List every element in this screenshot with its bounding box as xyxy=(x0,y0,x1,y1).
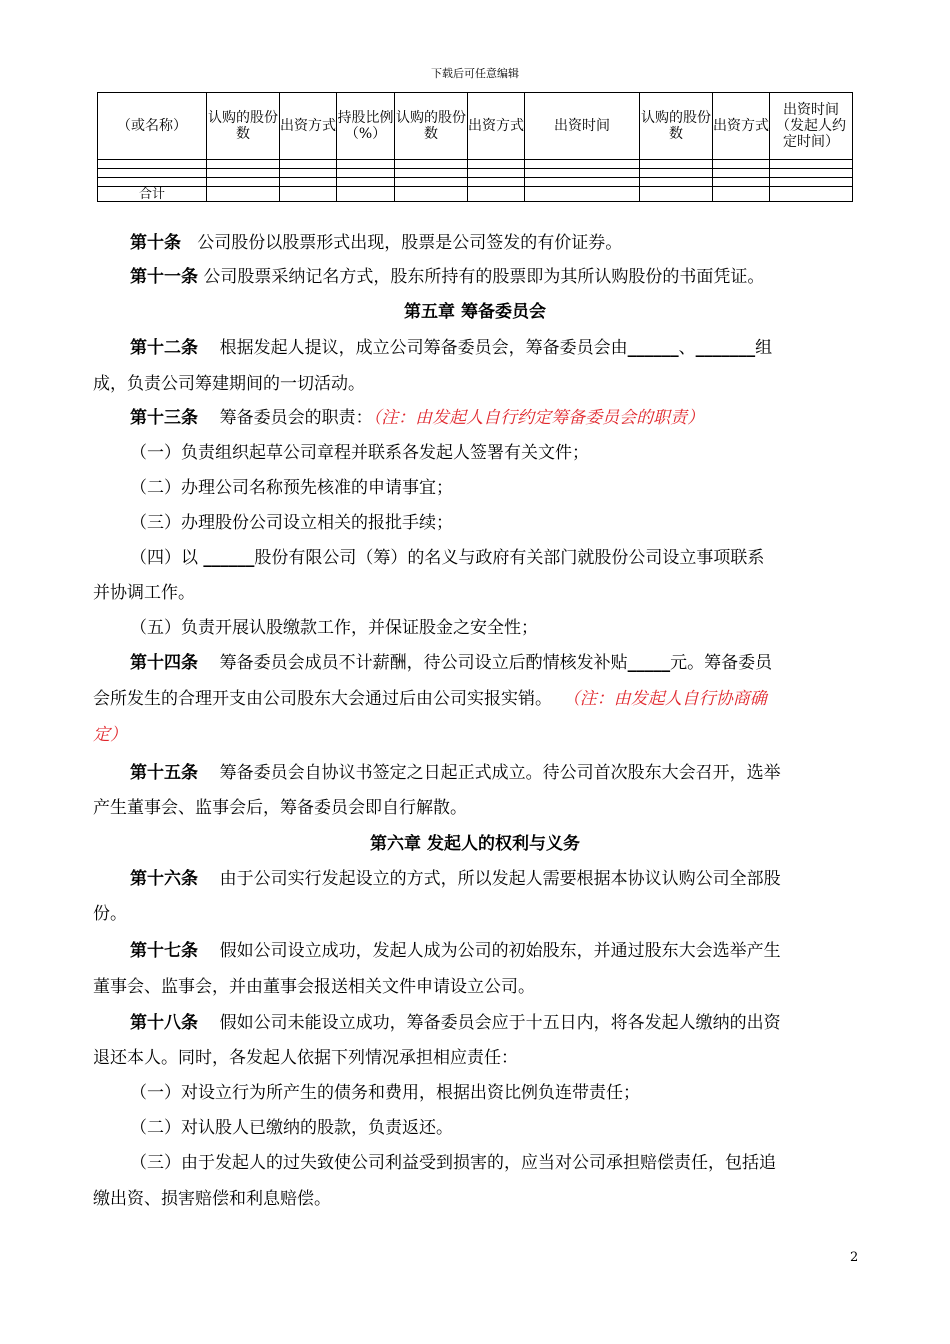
list-item-cont: 并协调工作。 xyxy=(93,583,195,603)
article-label: 第十五条 xyxy=(130,763,198,783)
article-label: 第十七条 xyxy=(130,941,198,961)
fill-blank: _______ xyxy=(695,338,756,358)
article-17 xyxy=(130,940,781,962)
article-label: 第十一条 xyxy=(130,267,198,287)
article-text: 由于公司实行发起设立的方式，所以发起人需要根据本协议认购公司全部股 xyxy=(219,869,781,889)
article-18 xyxy=(130,1012,781,1034)
list-item-text: 股份有限公司（筹）的名义与政府有关部门就股份公司设立事项联系 xyxy=(254,548,765,568)
list-item: （二）办理公司名称预先核准的申请事宜； xyxy=(130,478,453,498)
header-cell: 认购的股份数 xyxy=(640,93,713,160)
article-text: 筹备委员会的职责： xyxy=(219,408,373,428)
list-item: （三）办理股份公司设立相关的报批手续； xyxy=(130,513,453,533)
article-13 xyxy=(130,407,704,429)
table-row xyxy=(98,178,853,187)
note-text: （注：由发起人自行约定筹备委员会的职责） xyxy=(372,408,705,428)
list-item: （二）对认股人已缴纳的股款，负责返还。 xyxy=(130,1118,453,1138)
article-text: 公司股票采纳记名方式，股东所持有的股票即为其所认购股份的书面凭证。 xyxy=(203,267,765,287)
separator: 、 xyxy=(678,338,696,358)
article-text: 会所发生的合理开支由公司股东大会通过后由公司实报实销。 xyxy=(93,689,552,709)
list-item-cont: 缴出资、损害赔偿和利息赔偿。 xyxy=(93,1189,331,1209)
list-item xyxy=(130,547,764,569)
list-item: （三）由于发起人的过失致使公司利益受到损害的，应当对公司承担赔偿责任，包括追 xyxy=(130,1153,776,1173)
fill-blank: _____ xyxy=(627,653,671,673)
article-17-cont: 董事会、监事会，并由董事会报送相关文件申请设立公司。 xyxy=(93,977,535,997)
article-14-cont xyxy=(93,688,767,710)
header-cell: 出资时间 xyxy=(525,93,640,160)
article-15 xyxy=(130,762,781,784)
note-text-cont: 定） xyxy=(93,725,127,745)
note-text: （注：由发起人自行协商确 xyxy=(562,689,767,709)
table-total-row xyxy=(98,187,853,202)
list-item-text: （四）以 xyxy=(130,548,204,568)
article-label: 第十条 xyxy=(130,233,181,253)
article-text: 假如公司未能设立成功，筹备委员会应于十五日内，将各发起人缴纳的出资 xyxy=(219,1013,781,1033)
total-label: 合计 xyxy=(98,187,207,202)
header-cell: 出资方式 xyxy=(280,93,337,160)
page-header: 下载后可任意编辑 xyxy=(431,67,519,80)
header-cell: 持股比例（%） xyxy=(337,93,395,160)
article-18-cont: 退还本人。同时，各发起人依据下列情况承担相应责任： xyxy=(93,1048,518,1068)
header-cell: 出资时间（发起人约定时间） xyxy=(770,93,853,160)
article-label: 第十四条 xyxy=(130,653,198,673)
fill-blank: ______ xyxy=(203,548,255,568)
table-header-row xyxy=(98,93,853,160)
header-cell: 认购的股份数 xyxy=(395,93,468,160)
list-item: （一）对设立行为所产生的债务和费用，根据出资比例负连带责任； xyxy=(130,1083,640,1103)
article-14 xyxy=(130,652,772,674)
fill-blank: ______ xyxy=(627,338,679,358)
article-label: 第十八条 xyxy=(130,1013,198,1033)
article-11 xyxy=(130,266,764,288)
chapter-6-title: 第六章 发起人的权利与义务 xyxy=(370,834,580,854)
article-16-cont: 份。 xyxy=(93,904,127,924)
article-text: 假如公司设立成功，发起人成为公司的初始股东，并通过股东大会选举产生 xyxy=(219,941,781,961)
article-text: 筹备委员会成员不计薪酬，待公司设立后酌情核发补贴 xyxy=(219,653,628,673)
article-text: 元。筹备委员 xyxy=(670,653,773,673)
article-15-cont: 产生董事会、监事会后，筹备委员会即自行解散。 xyxy=(93,798,467,818)
header-cell: 出资方式 xyxy=(468,93,525,160)
article-12-cont: 成，负责公司筹建期间的一切活动。 xyxy=(93,374,365,394)
chapter-5-title: 第五章 筹备委员会 xyxy=(404,302,546,322)
list-item: （一）负责组织起草公司章程并联系各发起人签署有关文件； xyxy=(130,443,589,463)
article-label: 第十三条 xyxy=(130,408,198,428)
shareholder-table xyxy=(97,92,853,202)
article-16 xyxy=(130,868,781,890)
article-12 xyxy=(130,337,772,359)
article-text: 公司股份以股票形式出现，股票是公司签发的有价证券。 xyxy=(197,233,623,253)
article-label: 第十二条 xyxy=(130,338,198,358)
table-row xyxy=(98,169,853,178)
article-text: 根据发起人提议，成立公司筹备委员会，筹备委员会由 xyxy=(219,338,628,358)
header-cell: （或名称） xyxy=(98,93,207,160)
article-label: 第十六条 xyxy=(130,869,198,889)
page-number: 2 xyxy=(850,1250,859,1265)
article-text: 组 xyxy=(755,338,773,358)
article-text: 筹备委员会自协议书签定之日起正式成立。待公司首次股东大会召开，选举 xyxy=(219,763,781,783)
header-cell: 出资方式 xyxy=(713,93,770,160)
header-cell: 认购的股份数 xyxy=(207,93,280,160)
list-item: （五）负责开展认股缴款工作，并保证股金之安全性； xyxy=(130,618,538,638)
article-10 xyxy=(130,232,622,254)
table-row xyxy=(98,160,853,169)
